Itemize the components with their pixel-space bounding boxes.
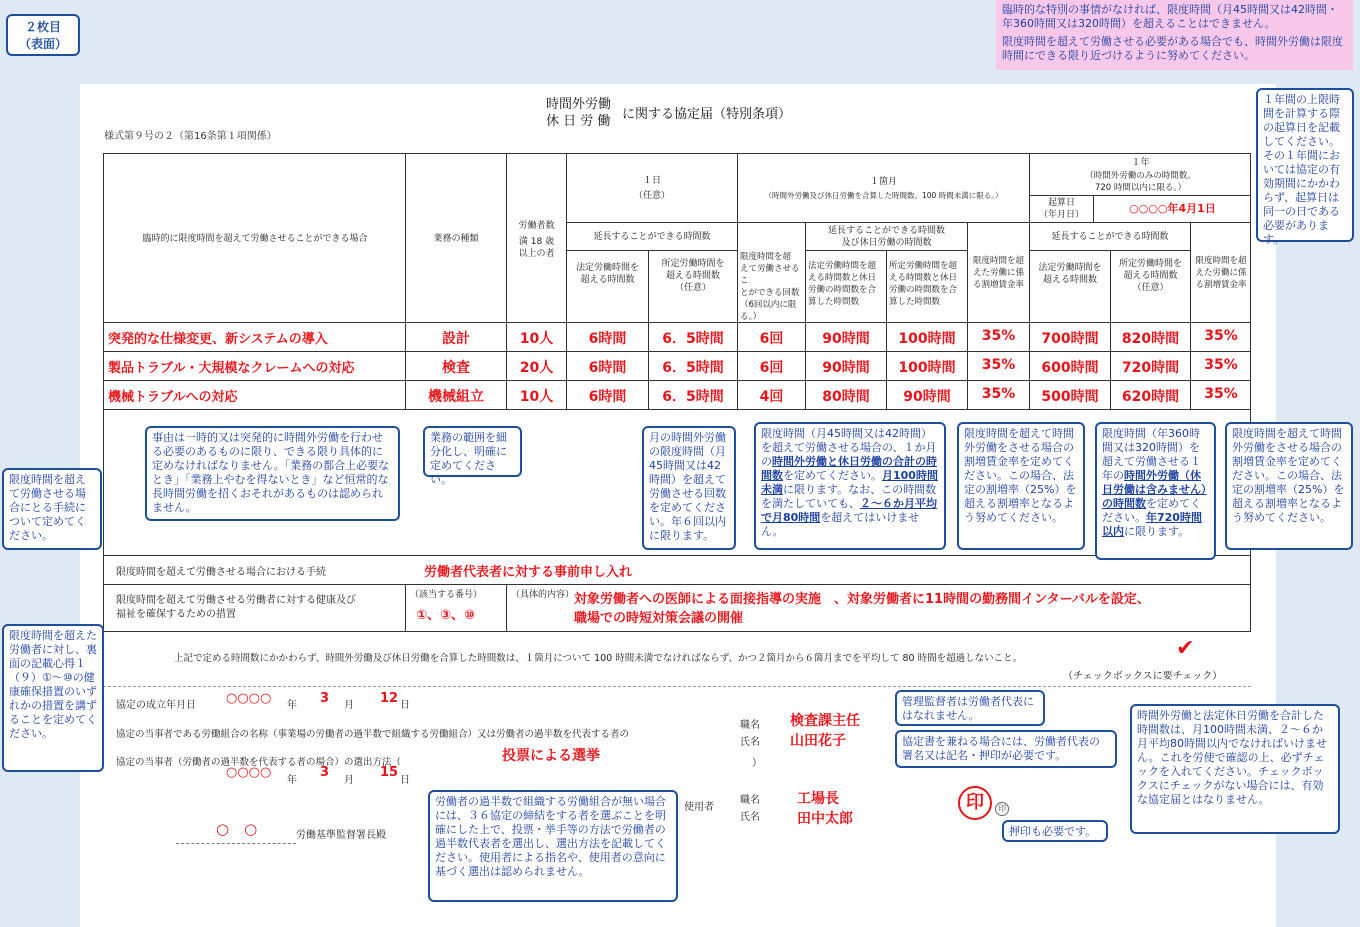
form-title: [546, 96, 792, 130]
date2-year: ○○○○: [226, 765, 272, 780]
row-2-reason: 製品トラブル・大規模なクレームへの対応: [108, 361, 355, 376]
note-check: 時間外労働と法定休日労働を合計した時間数は、月100時間未満、２～６か月平均80時間以内でなければいけません。これを労使で確認の上、必ずチェックを入れてください。チェックボックスにチェックがない場合には、有効な協定届とはなりません。: [1130, 704, 1340, 834]
row-2-y-sched: 720時間: [1121, 360, 1180, 376]
header-day-sub: （任意）: [633, 191, 670, 201]
note-rate-month: 限度時間を超えて時間外労働をさせる場合の割増賃金率を定めてください。この場合、法定の割増率（25%）を超える割増率となるよう努めてください。: [957, 422, 1085, 550]
header-reason: 臨時的に限度時間を超えて労働させることができる場合: [142, 234, 368, 244]
header-month-rate: 限度時間を超 えた労働に係 る割増賃金率: [972, 256, 1024, 290]
emp-post-label: 職名: [740, 795, 760, 806]
header-year-sched: 所定労働時間を 超える時間数 （任意）: [1118, 259, 1182, 293]
row-3-m-legal: 80時間: [822, 389, 870, 405]
header-month-legal: 法定労働時間を超 える時間数と休日 労働の時間数を合 算した時間数: [808, 261, 877, 307]
note-selection: 労働者の過半数で組織する労働組合が無い場合には、３６協定の締結をする者を選ぶことを明確にした上で、投票・挙手等の方法で労働者の過半数代表者を選出し、選出方法を記載してください。使用者による指名や、使用者の意向に基づく選出は認められません。: [428, 790, 678, 902]
header-day: １日: [642, 176, 661, 186]
title-line2: 休 日 労 働: [546, 114, 611, 129]
row-3-d-sched: 6．5時間: [662, 389, 724, 405]
note-month-a: 限度時間（月45時間又は42時間）を超えて労働させる場合の、１か月の: [761, 427, 937, 468]
header-year: １年: [1131, 158, 1150, 168]
health-detail-1: 対象労働者への医師による面接指導の実施 、対象労働者に11時間の勤務間インターバルを設定、: [574, 592, 1150, 607]
warning-text-1: 臨時的な特別の事情がなければ、限度時間（月45時間又は42時間・年360時間又は320時間）を超えることはできません。: [1002, 3, 1338, 30]
date-month-unit: 月: [344, 700, 354, 711]
note-count: 月の時間外労働の限度時間（月45時間又は42時間）を超えて労働させる回数を定めてください。年６回以内に限ります。: [642, 426, 736, 550]
note-year-e: に限ります。: [1124, 525, 1190, 538]
row-2-count: 6回: [759, 360, 784, 376]
form-number: 様式第９号の２（第16条第１項関係）: [104, 131, 277, 142]
note-health: 限度時間を超えた労働者に対し、裏面の記載心得１（９）①～⑩の健康確保措置のいずれかの措置を講ずることを定めてください。: [2, 624, 104, 772]
row-3-m-rate: 35%: [981, 386, 1016, 402]
employer-label: 使用者: [684, 802, 714, 813]
row-1-m-legal: 90時間: [822, 331, 870, 347]
checkbox-check[interactable]: ✔: [1176, 636, 1195, 661]
page-tag-line1: ２枚目: [24, 20, 61, 34]
date-year: ○○○○: [226, 691, 272, 706]
seal-mark: 印: [958, 786, 992, 820]
title-rest: に関する協定届（特別条項）: [622, 107, 792, 122]
seal-small: 印: [995, 802, 1009, 816]
row-2-m-sched: 100時間: [898, 360, 956, 376]
row-3-count: 4回: [759, 389, 784, 405]
note-month-c: を定めてください。: [783, 469, 882, 482]
employer-post: 工場長: [797, 791, 839, 807]
row-3-workers: 10人: [519, 389, 554, 405]
health-detail-label: （具体的内容）: [511, 590, 575, 600]
row-1-count: 6回: [759, 331, 784, 347]
header-year-legal: 法定労働時間を 超える時間数: [1038, 263, 1102, 285]
row-2-work: 検査: [442, 360, 470, 376]
row-1-d-legal: 6時間: [588, 331, 627, 347]
note-month-e: に限ります。なお、この時間数を満たしていても、: [761, 483, 937, 510]
worker-post: 検査課主任: [790, 713, 860, 729]
note-work-type: 業務の範囲を細分化し、明確に定めてください。: [423, 426, 522, 477]
row-2-m-rate: 35%: [981, 357, 1016, 373]
office-name: ○ ○: [216, 820, 258, 838]
row-3-reason: 機械トラブルへの対応: [108, 390, 238, 405]
health-detail-2: 職場での時短対策会議の開催: [574, 611, 744, 626]
procedure-label: 限度時間を超えて労働させる場合における手続: [116, 567, 326, 578]
row-1-m-sched: 100時間: [898, 331, 956, 347]
date2-year-unit: 年: [287, 775, 297, 786]
note-manager: 管理監督者は労働者代表にはなれません。: [895, 690, 1045, 726]
check-statement: 上記で定める時間数にかかわらず、時間外労働及び休日労働を合算した時間数は、１箇月について 100 時間未満でなければならず、かつ２箇月から６箇月までを平均して 80 時間を超過しないこと。: [174, 653, 1023, 664]
emp-name-label: 氏名: [740, 812, 760, 823]
note-seal: 押印も必要です。: [1002, 820, 1108, 842]
row-1-y-sched: 820時間: [1121, 331, 1180, 347]
worker-name: 山田花子: [790, 733, 846, 749]
row-2-m-legal: 90時間: [822, 360, 870, 376]
date2-day: 15: [380, 765, 399, 780]
row-3-y-sched: 620時間: [1121, 389, 1180, 405]
header-day-ext: 延長することができる時間数: [593, 232, 711, 242]
date-year-unit: 年: [287, 700, 297, 711]
employer-name: 田中太郎: [797, 811, 853, 827]
warning-text-2: 限度時間を超えて労働させる必要がある場合でも、時間外労働は限度時間にできる限り近づけるように努めてください。: [1002, 35, 1343, 62]
method-label: 協定の当事者（労働者の過半数を代表する者の場合）の選出方法（: [116, 757, 402, 768]
header-year-ext: 延長することができる時間数: [1051, 232, 1169, 242]
row-2-y-rate: 35%: [1204, 357, 1238, 373]
start-date-value: ○○○○年4月1日: [1129, 202, 1216, 215]
row-1-reason: 突発的な仕様変更、新システムの導入: [108, 332, 328, 347]
note-month: [754, 422, 946, 550]
header-day-sched: 所定労働時間を 超える時間数 （任意）: [661, 259, 725, 293]
page-tag: [6, 14, 80, 56]
date-month: 3: [320, 691, 330, 706]
header-day-legal: 法定労働時間を 超える時間数: [575, 263, 639, 285]
header-month-sub: （時間外労働及び休日労働を合算した時間数。100 時間未満に限る。）: [764, 191, 1003, 200]
header-start-label: 起算日 （年月日）: [1038, 198, 1084, 220]
row-3-work: 機械組立: [428, 389, 484, 405]
check-note: （チェックボックスに要チェック）: [1063, 671, 1223, 682]
row-1-y-legal: 700時間: [1041, 331, 1099, 347]
header-month-ext: 延長することができる時間数 及び休日労働の時間数: [827, 226, 945, 248]
health-label: 限度時間を超えて労働させる労働者に対する健康及び 福祉を確保するための措置: [116, 595, 356, 620]
date-day-unit: 日: [400, 700, 410, 711]
header-workers-sub: 満 18 歳 以上の者: [518, 237, 555, 259]
note-year: [1095, 422, 1216, 560]
note-month-b: 時間外労働と休日労働の合計の時間数: [761, 455, 937, 482]
header-workers: 労働者数: [518, 221, 555, 231]
row-1-m-rate: 35%: [981, 328, 1016, 344]
row-1-y-rate: 35%: [1204, 328, 1238, 344]
header-work-type: 業務の種類: [433, 234, 479, 244]
header-year-rate: 限度時間を超 えた労働に係 る割増賃金率: [1195, 256, 1247, 290]
row-2-y-legal: 600時間: [1041, 360, 1099, 376]
procedure-value: 労働者代表者に対する事前申し入れ: [424, 565, 633, 580]
date-label: 協定の成立年月日: [116, 700, 196, 711]
row-3-y-legal: 500時間: [1041, 389, 1099, 405]
note-year-c: を定めてください。: [1102, 497, 1201, 524]
note-month-d: 月100時間未満: [761, 469, 938, 496]
row-3-m-sched: 90時間: [903, 389, 951, 405]
date-day: 12: [380, 691, 399, 706]
header-month: １箇月: [869, 177, 897, 187]
row-3-d-legal: 6時間: [588, 389, 627, 405]
header-year-sub: （時間外労働のみの時間数。 720 時間以内に限る。）: [1085, 171, 1196, 193]
method-value: 投票による選挙: [502, 748, 600, 764]
health-numbers: ①、③、⑩: [416, 608, 476, 623]
header-month-sched: 所定労働時間を超 える時間数と休日 労働の時間数を合 算した時間数: [889, 261, 958, 307]
row-1-work: 設計: [442, 331, 470, 347]
worker-name-label: 氏名: [740, 737, 760, 748]
note-procedure: 限度時間を超えて労働させる場合にとる手続について定めてください。: [2, 468, 102, 550]
note-month-g: を超えてはいけません。: [761, 511, 920, 538]
title-line1: 時間外労働: [546, 97, 612, 112]
note-year-d: 年720時間以内: [1102, 511, 1202, 538]
note-sign: 協定書を兼ねる場合には、労働者代表の署名又は記名・押印が必要です。: [895, 730, 1117, 768]
health-num-label: （該当する番号）: [410, 590, 483, 600]
date2-month-unit: 月: [344, 775, 354, 786]
row-1-d-sched: 6．5時間: [662, 331, 724, 347]
note-month-f: ２～６か月平均で月80時間: [761, 497, 937, 524]
row-3-y-rate: 35%: [1204, 386, 1238, 402]
note-start-date: １年間の上限時間を計算する際の起算日を記載してください。その１年間においては協定の有効期間にかかわらず、起算日は同一の日である必要があります。: [1256, 88, 1354, 242]
row-2-workers: 20人: [519, 360, 554, 376]
date2-month: 3: [320, 765, 330, 780]
note-year-a: 限度時間（年360時間又は320時間）を超えて労働させる１年の: [1102, 427, 1201, 482]
date2-day-unit: 日: [400, 775, 410, 786]
warning-banner: [996, 0, 1353, 70]
row-2-d-sched: 6．5時間: [662, 360, 724, 376]
office-suffix: 労働基準監督署長殿: [296, 830, 386, 841]
header-month-count: 限度時間を超 えて労働させるこ とができる回数 （6回以内に限る。）: [740, 252, 800, 322]
union-label: 協定の当事者である労働組合の名称（事業場の労働者の過半数で組織する労働組合）又は労働者の過半数を代表する者の: [116, 729, 630, 740]
note-year-b: 時間外労働（休日労働は含みません）の時間数: [1102, 469, 1207, 510]
note-rate-year: 限度時間を超えて時間外労働をさせる場合の割増賃金率を定めてください。この場合、法定の割増率（25%）を超える割増率となるよう努めてください。: [1225, 422, 1353, 550]
worker-post-label: 職名: [740, 720, 760, 731]
row-1-workers: 10人: [519, 331, 554, 347]
page-tag-line2: （表面）: [18, 37, 67, 51]
note-reason: 事由は一時的又は突発的に時間外労働を行わせる必要のあるものに限り、できる限り具体的に定めなければなりません。「業務の都合上必要なとき」「業務上やむを得ないとき」など恒常的な長時間労働を招くおそれがあるものは認められません。: [145, 426, 400, 521]
method-close: ）: [752, 758, 762, 769]
row-2-d-legal: 6時間: [588, 360, 627, 376]
